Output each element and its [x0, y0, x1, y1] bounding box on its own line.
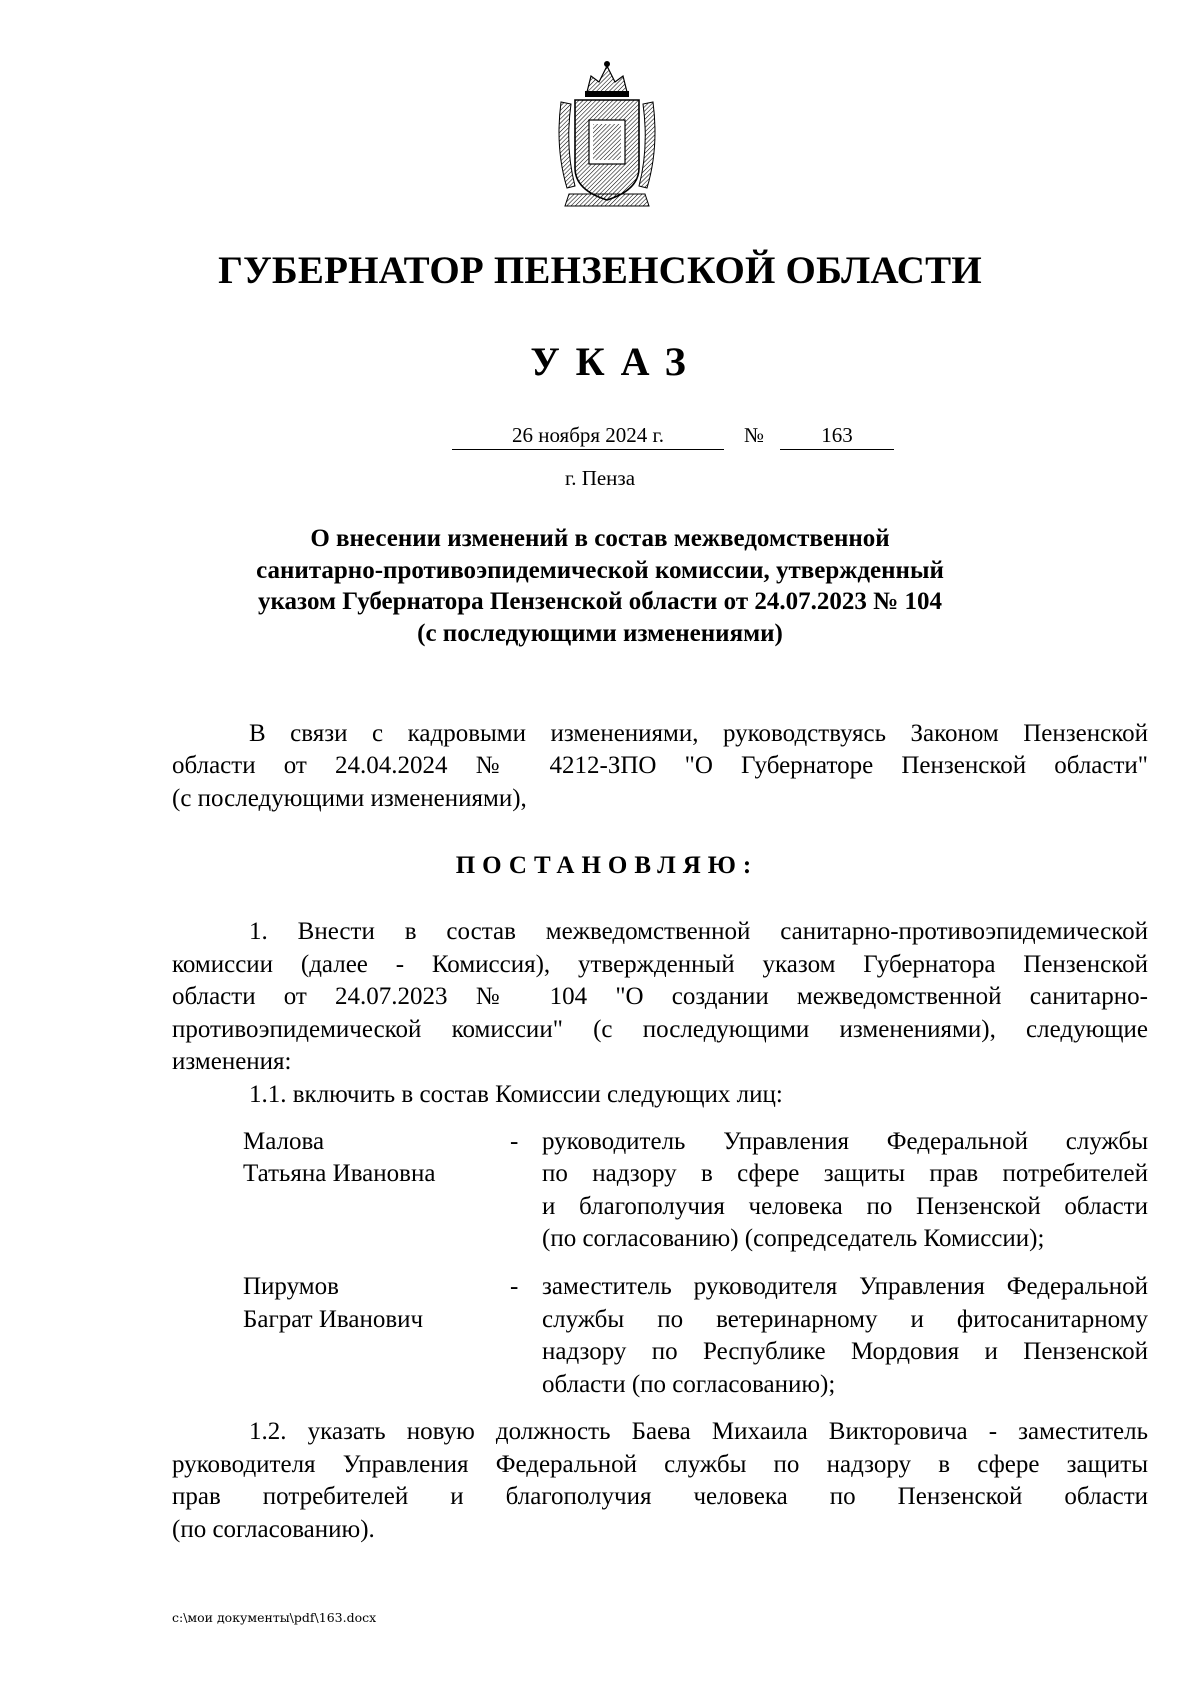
member-role-line: руководитель Управления Федеральной службы: [542, 1128, 1148, 1155]
item1-2-line: (по согласованию).: [172, 1516, 375, 1543]
member-role-line: по надзору в сфере защиты прав потребителей: [542, 1160, 1148, 1187]
preamble-line: (с последующими изменениями),: [172, 785, 527, 812]
member-role-line: надзору по Республике Мордовия и Пензенской: [542, 1338, 1148, 1365]
issuer-title: ГУБЕРНАТОР ПЕНЗЕНСКОЙ ОБЛАСТИ: [218, 249, 982, 292]
item1-2-line: руководителя Управления Федеральной службы по надзору в сфере защиты: [172, 1451, 1148, 1478]
document-type: УКАЗ: [530, 339, 702, 384]
member-role-line: службы по ветеринарному и фитосанитарному: [542, 1306, 1148, 1333]
preamble-line: области от 24.04.2024 № 4212-ЗПО "О Губернаторе Пензенской области": [172, 752, 1148, 779]
title-line: О внесении изменений в состав межведомственной: [310, 525, 890, 552]
title-line: указом Губернатора Пензенской области от 24.07.2023 № 104: [258, 588, 942, 615]
member-role-line: (по согласованию) (сопредседатель Комиссии);: [542, 1225, 1045, 1252]
member-role-line: и благополучия человека по Пензенской области: [542, 1193, 1148, 1220]
item1-2-line: прав потребителей и благополучия человека по Пензенской области: [172, 1483, 1148, 1510]
title-line: санитарно-противоэпидемической комиссии, утвержденный: [256, 556, 944, 584]
decree-word: ПОСТАНОВЛЯЮ:: [455, 852, 759, 879]
decree-date: 26 ноября 2024 г.: [452, 423, 724, 450]
item1-1-text: 1.1. включить в состав Комиссии следующих лиц:: [249, 1081, 783, 1108]
member-dash: -: [510, 1273, 519, 1300]
item1-line: 1. Внести в состав межведомственной санитарно-противоэпидемической: [249, 918, 1148, 945]
member-given-names: Баграт Иванович: [243, 1306, 424, 1333]
title-line: (с последующими изменениями): [417, 619, 783, 647]
member-given-names: Татьяна Ивановна: [243, 1160, 436, 1187]
item1-line: области от 24.07.2023 № 104 "О создании межведомственной санитарно-: [172, 983, 1148, 1010]
item1-2-line: 1.2. указать новую должность Баева Михаила Викторовича - заместитель: [249, 1418, 1148, 1445]
member-role-line: заместитель руководителя Управления Федеральной: [542, 1273, 1148, 1300]
item1-line: противоэпидемической комиссии" (с последующими изменениями), следующие: [172, 1016, 1148, 1043]
issue-city: г. Пенза: [564, 466, 636, 490]
number-sign: №: [744, 423, 765, 447]
member-role-line: области (по согласованию);: [542, 1371, 836, 1398]
file-path-footer: c:\мои документы\pdf\163.docx: [172, 1610, 377, 1625]
member-surname: Пирумов: [243, 1273, 339, 1300]
item1-line: изменения:: [172, 1048, 292, 1075]
penza-oblast-coat-of-arms-icon: [553, 58, 661, 210]
preamble-line: В связи с кадровыми изменениями, руководствуясь Законом Пензенской: [249, 720, 1148, 747]
decree-number: 163: [780, 423, 894, 450]
item1-line: комиссии (далее - Комиссия), утвержденный указом Губернатора Пензенской: [172, 951, 1148, 978]
member-surname: Малова: [243, 1128, 325, 1155]
document-title: [0, 523, 1200, 649]
member-dash: -: [510, 1128, 519, 1155]
